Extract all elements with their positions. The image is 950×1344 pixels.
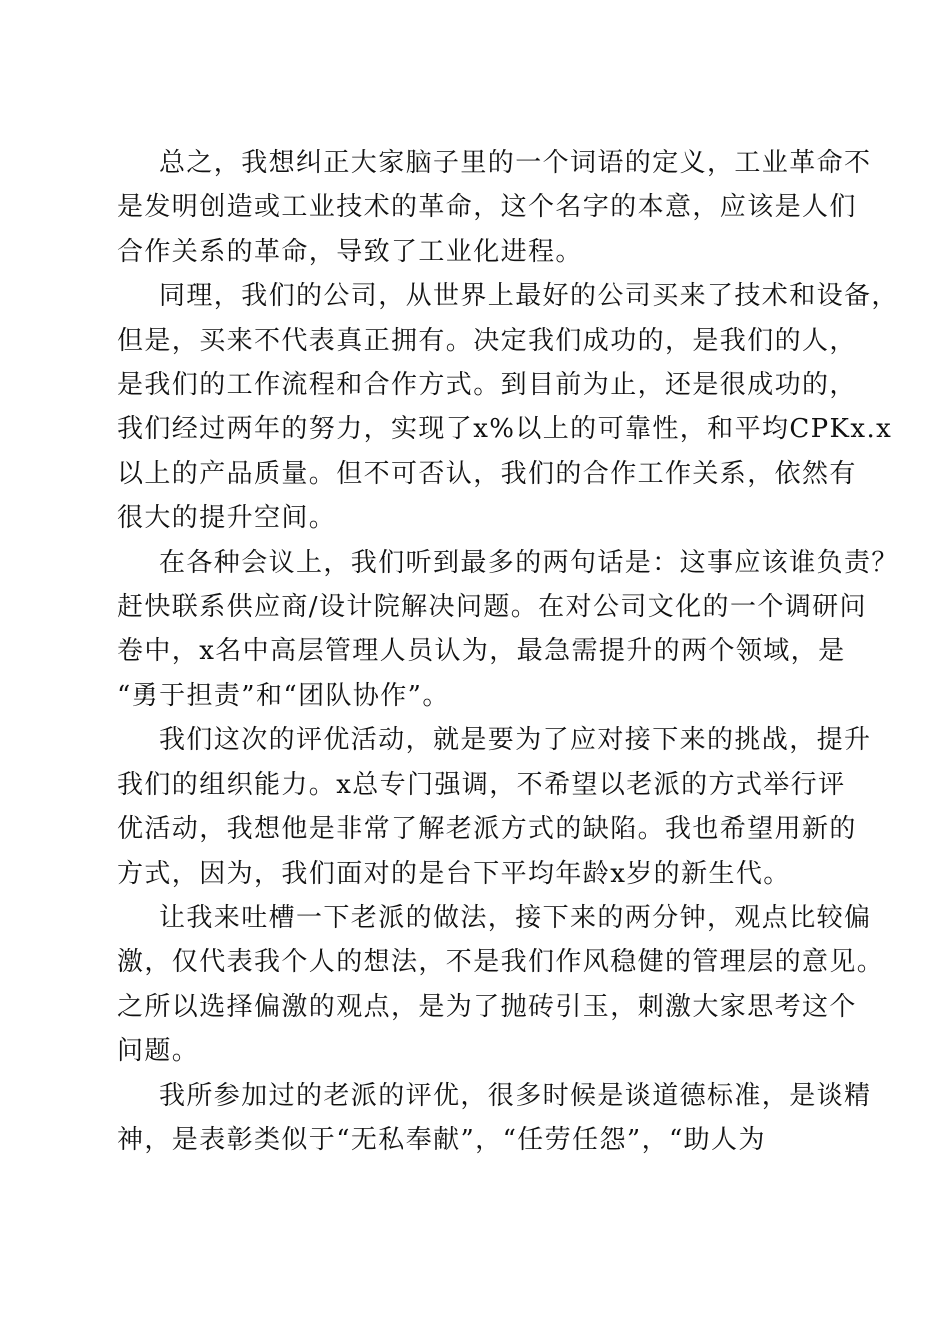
text-line: 之所以选择偏激的观点，是为了抛砖引玉，刺激大家思考这个 xyxy=(117,991,857,1022)
paragraph-4 xyxy=(117,718,872,896)
text-line: 我们这次的评优活动，就是要为了应对接下来的挑战，提升 xyxy=(159,725,872,756)
text-line: 问题。 xyxy=(117,1036,200,1067)
paragraph-5 xyxy=(117,896,885,1074)
text-line: 我们经过两年的努力，实现了x%以上的可靠性，和平均CPKx.x xyxy=(117,414,893,445)
text-line: 合作关系的革命，导致了工业化进程。 xyxy=(117,236,583,267)
text-line: 神，是表彰类似于“无私奉献”，“任劳任怨”，“助人为 xyxy=(117,1124,766,1155)
text-line: 我所参加过的老派的评优，很多时候是谈道德标准，是谈精 xyxy=(159,1080,872,1111)
paragraph-3 xyxy=(117,541,899,719)
text-line: 我们的组织能力。x总专门强调，不希望以老派的方式举行评 xyxy=(117,769,846,800)
text-line: 以上的产品质量。但不可否认，我们的合作工作关系，依然有 xyxy=(117,458,857,489)
text-line: 让我来吐槽一下老派的做法，接下来的两分钟，观点比较偏 xyxy=(159,902,872,933)
paragraph-2 xyxy=(117,274,899,540)
text-line: 方式，因为，我们面对的是台下平均年龄x岁的新生代。 xyxy=(117,858,791,889)
text-line: 卷中，x名中高层管理人员认为，最急需提升的两个领域，是 xyxy=(117,636,846,667)
document-body xyxy=(117,141,899,1162)
text-line: 同理，我们的公司，从世界上最好的公司买来了技术和设备， xyxy=(159,281,899,312)
text-line: 很大的提升空间。 xyxy=(117,503,337,534)
text-line: 在各种会议上，我们听到最多的两句话是：这事应该谁负责？ xyxy=(159,547,899,578)
text-line: 总之，我想纠正大家脑子里的一个词语的定义，工业革命不 xyxy=(159,148,872,178)
text-line: 优活动，我想他是非常了解老派方式的缺陷。我也希望用新的 xyxy=(117,814,857,845)
text-line: 赶快联系供应商/设计院解决问题。在对公司文化的一个调研问 xyxy=(117,592,867,623)
text-line: 但是，买来不代表真正拥有。决定我们成功的，是我们的人， xyxy=(117,325,857,356)
text-line: 激，仅代表我个人的想法，不是我们作风稳健的管理层的意见。 xyxy=(117,947,885,978)
text-line: “勇于担责”和“团队协作”。 xyxy=(117,680,450,711)
paragraph-6 xyxy=(117,1074,872,1163)
text-line: 是发明创造或工业技术的革命，这个名字的本意，应该是人们 xyxy=(117,192,857,223)
paragraph-1 xyxy=(117,141,872,274)
text-line: 是我们的工作流程和合作方式。到目前为止，还是很成功的， xyxy=(117,370,857,401)
